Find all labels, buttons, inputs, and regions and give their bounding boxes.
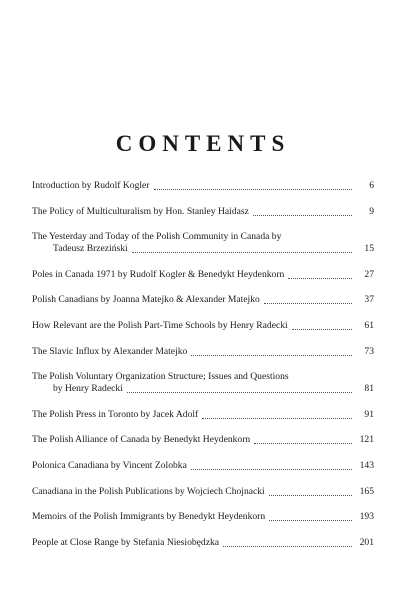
toc-entry [32, 180, 374, 192]
toc-entry [32, 434, 374, 446]
toc-entry [32, 294, 374, 306]
toc-entry-title: How Relevant are the Polish Part-Time Schools by Henry Radecki [32, 319, 288, 331]
dot-leader [254, 442, 352, 444]
toc-entry [32, 320, 374, 332]
page-number: 27 [364, 268, 374, 280]
toc-entry-line [32, 346, 374, 358]
toc-entry-title: Polish Canadians by Joanna Matejko & Alexander Matejko [32, 294, 260, 306]
toc-entry [32, 537, 374, 549]
toc-entry-line [32, 320, 374, 332]
toc-entry-line [32, 511, 374, 523]
page-number: 15 [364, 243, 374, 255]
toc-entry-title: People at Close Range by Stefania Niesiobędzka [32, 536, 220, 548]
page-number: 121 [359, 434, 374, 446]
page-number: 6 [369, 180, 374, 191]
toc-entry-title: The Polish Voluntary Organization Structure; Issues and Questions [32, 371, 289, 383]
toc-entry [32, 409, 374, 421]
page-number: 9 [369, 205, 374, 217]
page-number: 73 [364, 345, 374, 357]
toc-entry [32, 231, 374, 255]
toc-entry [32, 460, 374, 472]
toc-entry-line [32, 537, 374, 549]
page-number: 165 [359, 485, 374, 497]
dot-leader [292, 328, 352, 330]
toc-entry-line [32, 434, 374, 446]
dot-leader [288, 277, 352, 279]
page-number: 37 [364, 294, 374, 306]
dot-leader [253, 214, 352, 216]
page-number: 61 [364, 319, 374, 331]
table-of-contents [32, 180, 374, 562]
toc-entry [32, 346, 374, 358]
dot-leader [269, 519, 352, 521]
page-number: 193 [359, 511, 374, 523]
dot-leader [127, 391, 352, 393]
dot-leader [132, 251, 352, 253]
toc-entry [32, 486, 374, 498]
dot-leader [264, 302, 352, 304]
dot-leader [202, 417, 352, 419]
toc-entry [32, 206, 374, 218]
dot-leader [223, 545, 352, 547]
toc-entry-title: The Polish Alliance of Canada by Benedykt Heydenkorn [32, 434, 251, 446]
toc-entry-title: Introduction by Rudolf Kogler [32, 180, 150, 191]
toc-entry [32, 511, 374, 523]
dot-leader [191, 354, 352, 356]
page-title: CONTENTS [115, 131, 291, 156]
toc-entry-line [32, 460, 374, 472]
toc-entry-author: by Henry Radecki [53, 383, 123, 395]
toc-entry-title: Polonica Canadiana by Vincent Zolobka [32, 459, 187, 471]
dot-leader [191, 468, 352, 470]
toc-entry-title: Canadiana in the Polish Publications by Wojciech Chojnacki [32, 485, 265, 497]
toc-entry-author: Tadeusz Brzeziński [53, 243, 128, 255]
toc-entry-title: The Policy of Multiculturalism by Hon. Stanley Haidasz [32, 205, 249, 217]
toc-entry [32, 371, 374, 395]
toc-entry-line [32, 409, 374, 421]
toc-entry-title: Poles in Canada 1971 by Rudolf Kogler & Benedykt Heydenkorn [32, 268, 285, 280]
toc-entry-title: The Polish Press in Toronto by Jacek Adolf [32, 408, 199, 420]
toc-entry-line [32, 383, 374, 395]
toc-entry [32, 269, 374, 281]
page-number: 91 [364, 408, 374, 420]
toc-entry-line [32, 180, 374, 192]
page-number: 201 [359, 536, 374, 548]
page-number: 143 [359, 459, 374, 471]
page-number: 81 [364, 383, 374, 395]
toc-entry-line [32, 294, 374, 306]
toc-entry-line [32, 486, 374, 498]
toc-entry-line [32, 206, 374, 218]
dot-leader [154, 188, 352, 190]
toc-entry-line [32, 243, 374, 255]
toc-entry-title: The Slavic Influx by Alexander Matejko [32, 345, 188, 357]
dot-leader [269, 494, 352, 496]
toc-entry-title: The Yesterday and Today of the Polish Community in Canada by [32, 231, 282, 243]
toc-entry-title: Memoirs of the Polish Immigrants by Benedykt Heydenkorn [32, 511, 266, 523]
toc-entry-line [32, 269, 374, 281]
